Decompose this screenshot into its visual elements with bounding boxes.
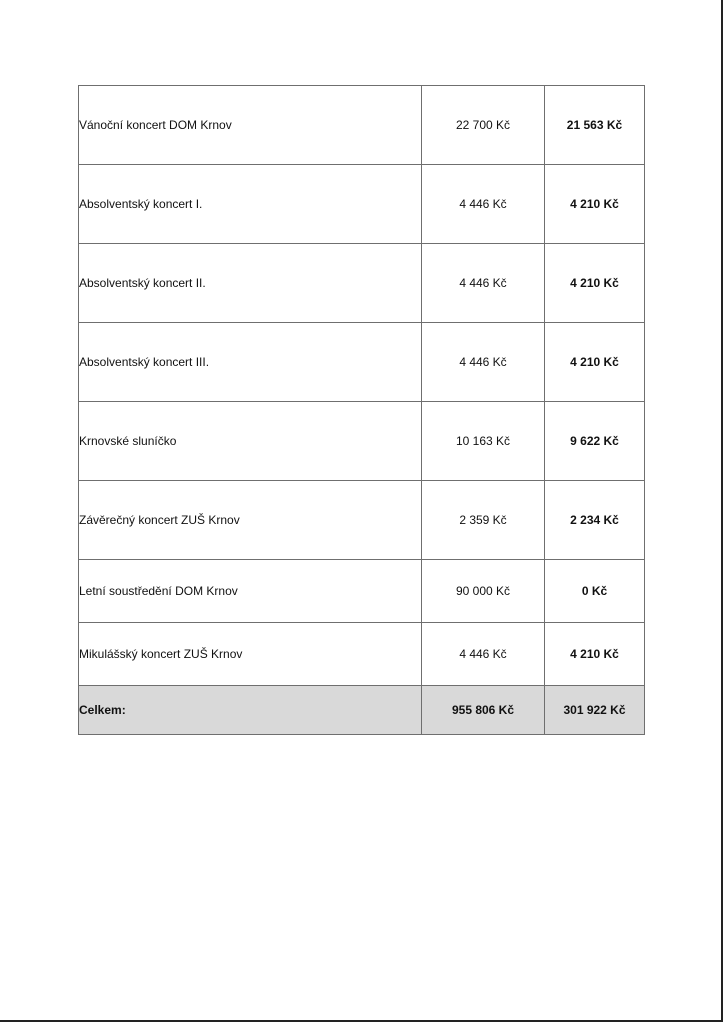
event-subsidy: 4 210 Kč [545, 323, 645, 402]
event-name: Absolventský koncert I. [79, 165, 422, 244]
event-subsidy: 21 563 Kč [545, 86, 645, 165]
event-subsidy: 0 Kč [545, 560, 645, 623]
table-row [79, 323, 645, 402]
table-row [79, 560, 645, 623]
total-subsidy: 301 922 Kč [545, 686, 645, 735]
event-subsidy: 9 622 Kč [545, 402, 645, 481]
event-amount: 90 000 Kč [422, 560, 545, 623]
total-label: Celkem: [79, 686, 422, 735]
table-row [79, 481, 645, 560]
total-amount: 955 806 Kč [422, 686, 545, 735]
event-amount: 10 163 Kč [422, 402, 545, 481]
table-row [79, 165, 645, 244]
total-row [79, 686, 645, 735]
event-amount: 4 446 Kč [422, 623, 545, 686]
event-amount: 4 446 Kč [422, 323, 545, 402]
event-name: Mikulášský koncert ZUŠ Krnov [79, 623, 422, 686]
event-subsidy: 2 234 Kč [545, 481, 645, 560]
event-amount: 22 700 Kč [422, 86, 545, 165]
event-amount: 2 359 Kč [422, 481, 545, 560]
event-subsidy: 4 210 Kč [545, 165, 645, 244]
table-row [79, 86, 645, 165]
event-name: Letní soustředění DOM Krnov [79, 560, 422, 623]
event-name: Vánoční koncert DOM Krnov [79, 86, 422, 165]
table-row [79, 623, 645, 686]
table-row [79, 244, 645, 323]
event-subsidy: 4 210 Kč [545, 623, 645, 686]
event-name: Závěrečný koncert ZUŠ Krnov [79, 481, 422, 560]
table-row [79, 402, 645, 481]
event-name: Absolventský koncert II. [79, 244, 422, 323]
event-amount: 4 446 Kč [422, 165, 545, 244]
event-name: Absolventský koncert III. [79, 323, 422, 402]
event-amount: 4 446 Kč [422, 244, 545, 323]
budget-table [78, 85, 645, 735]
event-subsidy: 4 210 Kč [545, 244, 645, 323]
event-name: Krnovské sluníčko [79, 402, 422, 481]
